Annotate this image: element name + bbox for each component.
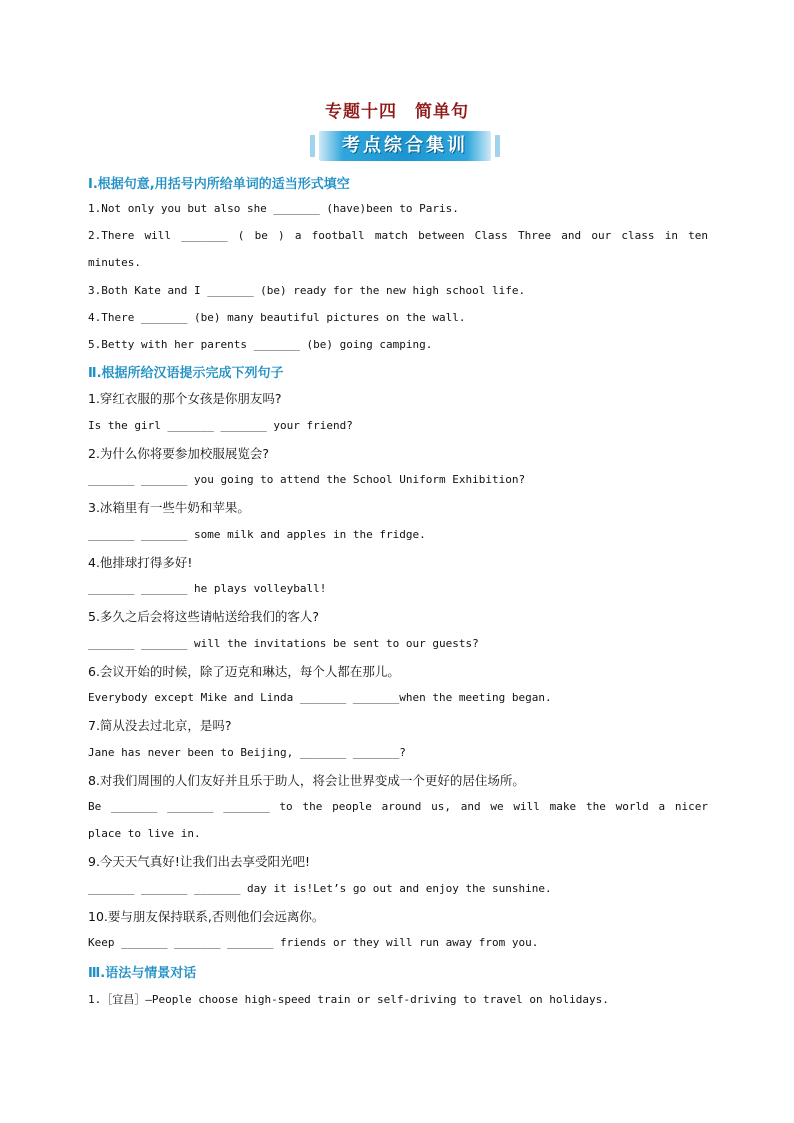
s1-item-2: 2.There will _______ ( be ) a football match between Class Three and our class in ten bbox=[88, 229, 708, 242]
s2-item-1-en: Is the girl _______ _______ your friend? bbox=[88, 419, 353, 432]
banner-text: 考点综合集训 bbox=[342, 135, 468, 156]
s2-item-7-en: Jane has never been to Beijing, _______ _______? bbox=[88, 746, 406, 759]
s2-item-9-zh: 9.今天天气真好!让我们出去享受阳光吧! bbox=[88, 854, 310, 869]
page-title: 专题十四 简单句 bbox=[325, 102, 469, 122]
s1-item-3: 3.Both Kate and I _______ (be) ready for the new high school life. bbox=[88, 284, 526, 297]
s2-item-2-zh: 2.为什么你将要参加校服展览会? bbox=[88, 446, 270, 461]
s2-item-8-zh: 8.对我们周围的人们友好并且乐于助人，将会让世界变成一个更好的居住场所。 bbox=[88, 773, 525, 788]
s2-item-6-zh: 6.会议开始的时候，除了迈克和琳达，每个人都在那儿。 bbox=[88, 664, 400, 679]
s3-item-1: 1.［宜昌］—People choose high-speed train or self-driving to travel on holidays. bbox=[88, 993, 609, 1006]
s2-item-10-zh: 10.要与朋友保持联系,否则他们会远离你。 bbox=[88, 909, 325, 924]
s2-item-1-zh: 1.穿红衣服的那个女孩是你朋友吗? bbox=[88, 391, 282, 406]
s1-item-4: 4.There _______ (be) many beautiful pictures on the wall. bbox=[88, 311, 466, 324]
section-banner bbox=[319, 131, 491, 161]
s2-item-8-en-cont: place to live in. bbox=[88, 827, 201, 840]
s2-item-7-zh: 7.简从没去过北京，是吗? bbox=[88, 718, 232, 733]
s2-item-6-en: Everybody except Mike and Linda _______ _______when the meeting began. bbox=[88, 691, 552, 704]
s2-item-3-zh: 3.冰箱里有一些牛奶和苹果。 bbox=[88, 500, 250, 515]
s1-item-5: 5.Betty with her parents _______ (be) going camping. bbox=[88, 338, 433, 351]
section-2-heading: Ⅱ.根据所给汉语提示完成下列句子 bbox=[88, 366, 284, 381]
section-1-heading: Ⅰ.根据句意,用括号内所给单词的适当形式填空 bbox=[88, 177, 350, 192]
s2-item-5-en: _______ _______ will the invitations be sent to our guests? bbox=[88, 637, 479, 650]
s2-item-4-en: _______ _______ he plays volleyball! bbox=[88, 582, 327, 595]
s2-item-8-en: Be _______ _______ _______ to the people around us, and we will make the world a nicer bbox=[88, 800, 708, 813]
section-3-heading: Ⅲ.语法与情景对话 bbox=[88, 966, 197, 981]
s2-item-4-zh: 4.他排球打得多好! bbox=[88, 555, 193, 570]
s1-item-2-cont: minutes. bbox=[88, 256, 141, 269]
s2-item-10-en: Keep _______ _______ _______ friends or they will run away from you. bbox=[88, 936, 539, 949]
s2-item-2-en: _______ _______ you going to attend the School Uniform Exhibition? bbox=[88, 473, 526, 486]
s2-item-5-zh: 5.多久之后会将这些请帖送给我们的客人? bbox=[88, 609, 320, 624]
s2-item-3-en: _______ _______ some milk and apples in the fridge. bbox=[88, 528, 426, 541]
s2-item-9-en: _______ _______ _______ day it is!Let’s go out and enjoy the sunshine. bbox=[88, 882, 552, 895]
s1-item-1: 1.Not only you but also she _______ (have)been to Paris. bbox=[88, 202, 459, 215]
